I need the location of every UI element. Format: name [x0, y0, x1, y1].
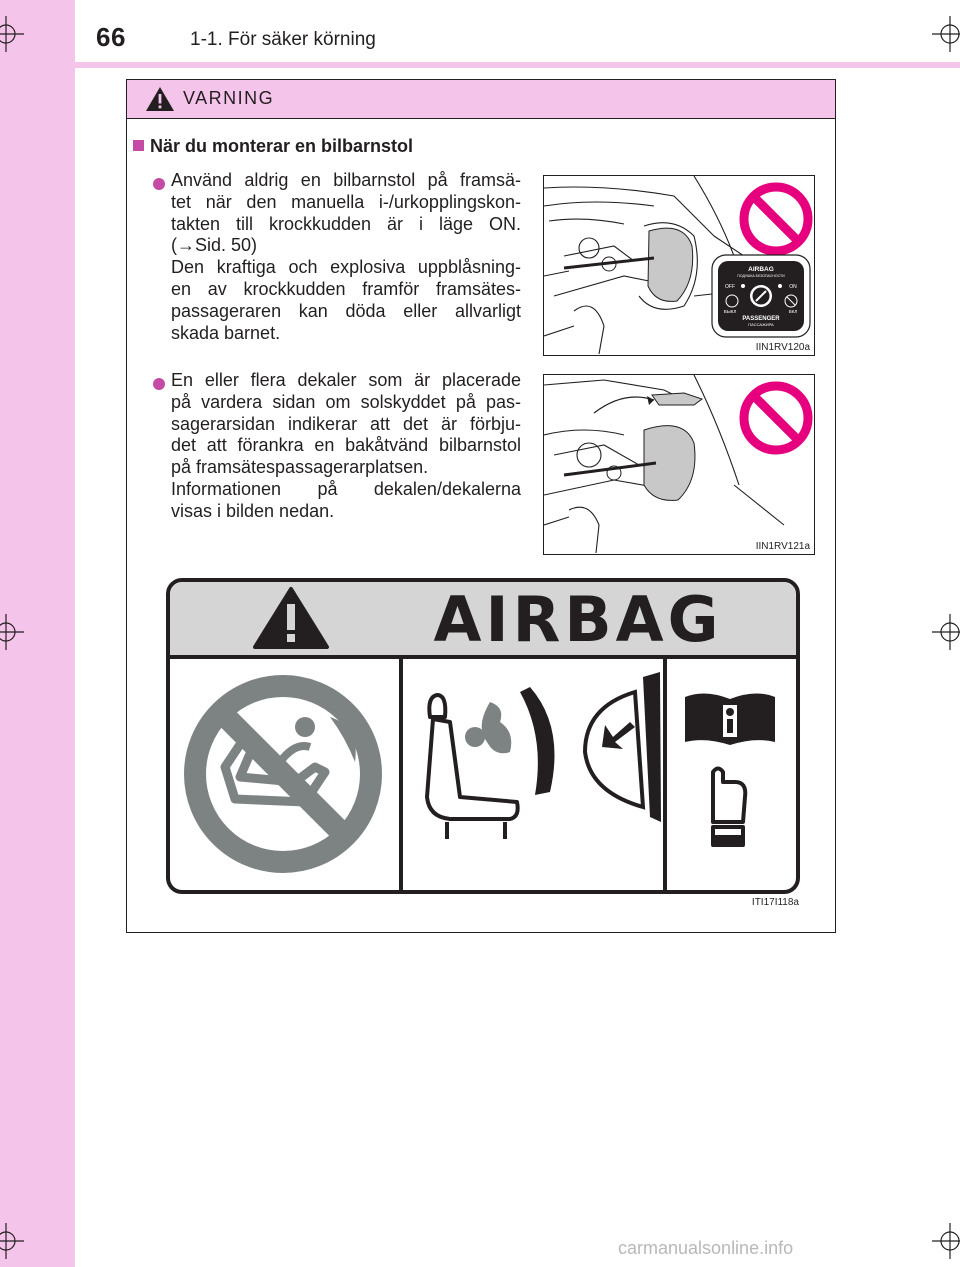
switch-off-label: OFF	[725, 284, 735, 290]
bullet-paragraph-2	[171, 370, 521, 523]
switch-subtitle: ПОДУШКА БЕЗОПАСНОСТИ	[737, 274, 785, 278]
header-divider	[0, 62, 960, 68]
text-line: skada barnet.	[171, 322, 281, 343]
crop-mark-icon	[0, 1223, 24, 1259]
square-bullet-icon	[133, 140, 144, 151]
text-line: Den kraftiga och explosiva uppblåsning-	[171, 257, 521, 278]
switch-passenger-ru-label: ПАССАЖИРА	[748, 322, 774, 327]
figure-airbag-label	[165, 577, 805, 907]
switch-on-ru-label: ВКЛ	[788, 309, 798, 314]
warning-box	[126, 79, 836, 933]
figure-sun-visor	[543, 374, 815, 555]
text-line: passageraren kan döda eller allvarligt	[171, 300, 521, 321]
text-line: En eller flera dekaler som är placerade	[171, 370, 521, 390]
section-title: 1-1. För säker körning	[190, 29, 376, 50]
text-line: takten till krockkudden är i läge ON.	[171, 213, 521, 234]
airbag-label-illustration	[165, 577, 805, 907]
text-line: på framsätespassagerarplatsen.	[171, 457, 429, 478]
crop-mark-icon	[0, 614, 24, 650]
text-line: det att förankra en bakåtvänd bilbarnstol	[171, 435, 521, 456]
text-line: tet när den manuella i-/urkopplingskon-	[171, 191, 521, 212]
figure-code: IIN1RV120a	[755, 342, 810, 353]
switch-off-ru-label: ВЫКЛ	[723, 309, 737, 314]
bullet-dot-icon	[153, 178, 165, 190]
text-line: visas i bilden nedan.	[171, 500, 335, 521]
text-line: på vardera sidan om solskyddet på pas-	[171, 391, 521, 412]
bullet-dot-icon	[153, 378, 165, 390]
text-line: Använd aldrig en bilbarnstol på framsä-	[171, 170, 521, 190]
crop-mark-icon	[0, 16, 24, 52]
switch-title: AIRBAG	[748, 266, 774, 273]
warning-subheading: När du monterar en bilbarnstol	[133, 136, 413, 157]
footer-site: carmanualsonline.info	[618, 1238, 794, 1258]
text-line: (→Sid. 50)	[171, 235, 258, 256]
airbag-label-title: AIRBAG	[433, 583, 723, 656]
figure-code: IIN1RV121a	[755, 541, 810, 552]
page-number: 66	[96, 22, 126, 52]
warning-label: VARNING	[183, 88, 275, 108]
figure-airbag-switch	[543, 175, 815, 356]
car-interior-illustration	[544, 176, 814, 355]
text-line: sagerarsidan indikerar att det är förbju-	[171, 413, 521, 434]
crop-mark-icon	[932, 614, 960, 650]
crop-mark-icon	[932, 16, 960, 52]
switch-on-label: ON	[789, 284, 797, 290]
switch-passenger-label: PASSENGER	[742, 316, 780, 322]
figure-code: ITI17I118a	[751, 897, 799, 908]
text-line: Informationen på dekalen/dekalerna	[171, 478, 521, 499]
warning-header	[127, 80, 835, 119]
text-line: en av krockkudden framför framsätes-	[171, 278, 521, 299]
crop-mark-icon	[932, 1223, 960, 1259]
warning-triangle-icon	[145, 86, 175, 112]
bullet-paragraph-1	[171, 170, 521, 344]
car-interior-visor-illustration	[544, 375, 814, 554]
